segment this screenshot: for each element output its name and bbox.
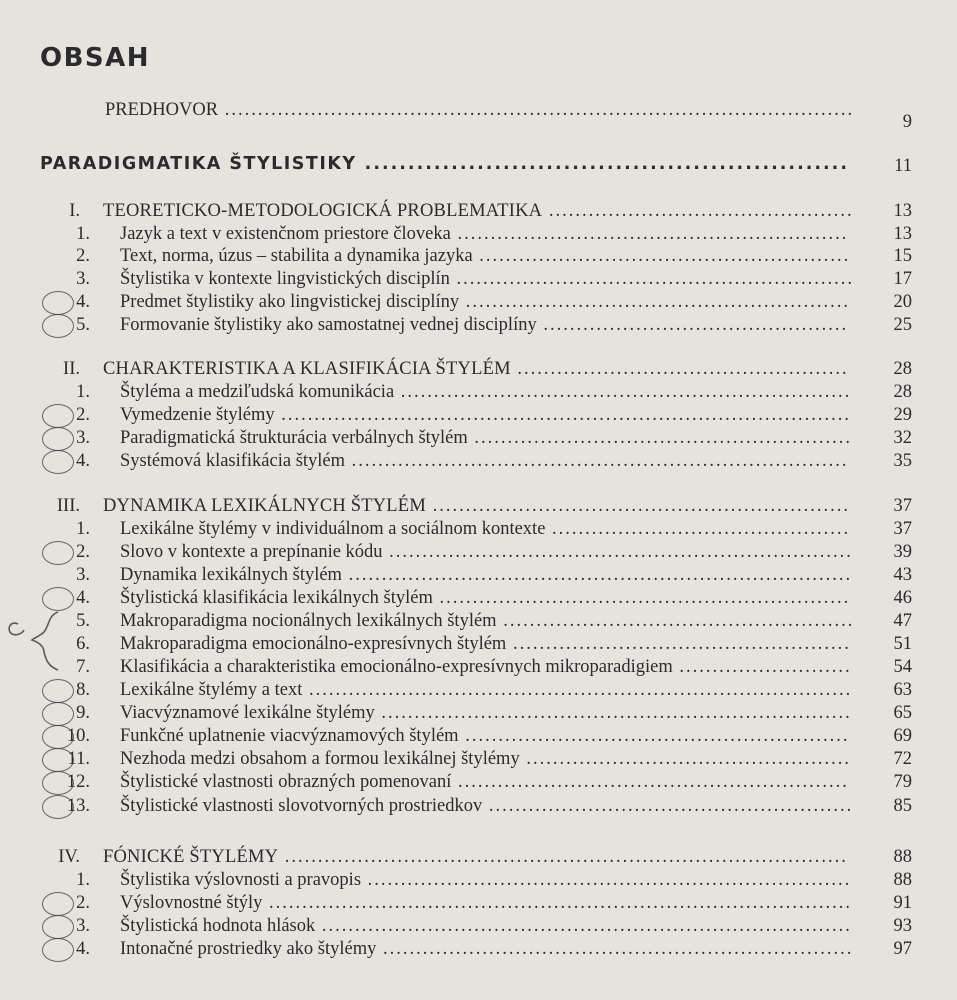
dot-leader: ............................................................... <box>425 496 850 516</box>
toc-entry-number: 7. <box>76 657 90 677</box>
toc-entry-title: Viacvýznamové lexikálne štylémy <box>120 703 375 723</box>
toc-entry-title: Výslovnostné štýly <box>120 893 263 913</box>
dot-leader: .................................................. <box>510 359 849 379</box>
toc-entry-page: 88 <box>893 847 912 867</box>
toc-entry-number: 1. <box>76 870 90 890</box>
toc-entry-title: Lexikálne štylémy v individuálnom a sociálnom kontexte <box>120 519 546 539</box>
toc-entry-title: Intonačné prostriedky ako štylémy <box>120 939 377 959</box>
dot-leader: ........................................................ <box>356 154 849 174</box>
toc-entry-number: 4. <box>50 937 90 961</box>
toc-entry-page: 97 <box>893 939 912 959</box>
toc-entry-number: 4. <box>50 449 90 473</box>
dot-leader: ........................................................................... <box>345 451 849 471</box>
dot-leader: ................................................... <box>506 634 851 654</box>
dot-leader: ......................................................... <box>467 428 853 448</box>
toc-entry-page: 28 <box>893 359 912 379</box>
dot-leader: ............................................................ <box>449 269 855 289</box>
toc-entry-page: 39 <box>893 542 912 562</box>
toc-entry-page: 17 <box>893 269 912 289</box>
toc-entry-title: Jazyk a text v existenčnom priestore človeka <box>120 224 451 244</box>
toc-entry-number: I. <box>69 201 80 221</box>
toc-entry-page: 11 <box>894 156 912 176</box>
dot-leader: ............................................. <box>545 519 851 539</box>
dot-leader: ..................................................................................... <box>278 847 848 867</box>
toc-entry-number: 11. <box>50 747 90 771</box>
toc-entry-page: 93 <box>893 916 912 936</box>
toc-entry-page: 13 <box>893 224 912 244</box>
toc-entry-title: Slovo v kontexte a prepínanie kódu <box>120 542 383 562</box>
toc-entry-page: 32 <box>893 428 912 448</box>
toc-entry-title: Systémová klasifikácia štylém <box>120 451 346 471</box>
toc-entry-page: 9 <box>902 112 912 132</box>
toc-entry-title: Paradigmatická štrukturácia verbálnych štylém <box>120 428 468 448</box>
toc-entry-number: 1. <box>76 382 90 402</box>
toc-entry-number: 4. <box>50 290 90 314</box>
dot-leader: ................................................. <box>519 749 851 769</box>
toc-entry-page: 46 <box>893 588 912 608</box>
toc-entry-number: 10. <box>50 724 90 748</box>
toc-entry-number: IV. <box>58 847 80 867</box>
dot-leader: .......................................................... <box>458 726 850 746</box>
toc-entry-page: 47 <box>893 611 912 631</box>
toc-entry-title: FÓNICKÉ ŠTYLÉMY <box>103 847 279 867</box>
toc-entry-page: 28 <box>893 382 912 402</box>
dot-leader: ........................................................... <box>450 224 849 244</box>
toc-entry-number: 3. <box>50 426 90 450</box>
dot-leader: .................................................................................. <box>302 680 853 700</box>
dot-leader: .............................................................. <box>432 588 851 608</box>
toc-entry-page: 85 <box>893 796 912 816</box>
toc-entry-number: 6. <box>76 634 90 654</box>
toc-entry-page: 69 <box>893 726 912 746</box>
toc-entry-title: Makroparadigma emocionálno-expresívnych štylém <box>120 634 507 654</box>
toc-entry-title: Dynamika lexikálnych štylém <box>120 565 342 585</box>
toc-entry-number: 12. <box>50 770 90 794</box>
dot-leader: ....................................................................... <box>374 703 852 723</box>
toc-entry-number: II. <box>63 359 80 379</box>
toc-entry-title: DYNAMIKA LEXIKÁLNYCH ŠTYLÉM <box>103 496 426 516</box>
toc-entry-number: 3. <box>76 269 90 289</box>
toc-entry-number: 13. <box>50 794 90 818</box>
toc-entry-page: 35 <box>893 451 912 471</box>
toc-entry-title: Funkčné uplatnenie viacvýznamových štylém <box>120 726 459 746</box>
toc-entry-title: Štyléma a medziľudská komunikácia <box>120 382 395 402</box>
toc-entry-title: CHARAKTERISTIKA A KLASIFIKÁCIA ŠTYLÉM <box>103 359 511 379</box>
dot-leader: ....................................................................... <box>376 939 854 959</box>
toc-entry-number: 3. <box>76 565 90 585</box>
dot-leader: ........................................................... <box>451 772 849 792</box>
toc-entry-title: Vymedzenie štylémy <box>120 405 275 425</box>
dot-leader: ............................................................................................... <box>218 100 855 120</box>
toc-entry-page: 25 <box>893 315 912 335</box>
dot-leader: .......................................................... <box>459 292 851 312</box>
toc-entry-page: 91 <box>893 893 912 913</box>
dot-leader: .......................... <box>672 657 852 677</box>
toc-entry-number: 1. <box>76 519 90 539</box>
toc-entry-number: 2. <box>76 246 90 266</box>
toc-entry-title: Nezhoda medzi obsahom a formou lexikálnej štylémy <box>120 749 520 769</box>
dot-leader: ....................................................... <box>482 796 854 816</box>
toc-entry-title: Štylistika v kontexte lingvistických disciplín <box>120 269 450 289</box>
dot-leader: .............................................. <box>542 201 854 221</box>
toc-entry-number: 5. <box>76 611 90 631</box>
dot-leader: ........................................................ <box>472 246 851 266</box>
toc-entry-page: 37 <box>893 496 912 516</box>
toc-entry-title: Makroparadigma nocionálnych lexikálnych štylém <box>120 611 497 631</box>
toc-entry-number: 3. <box>50 914 90 938</box>
toc-entry-page: 13 <box>893 201 912 221</box>
toc-entry-page: 54 <box>893 657 912 677</box>
toc-entry-number: 2. <box>50 403 90 427</box>
dot-leader: .................................................................... <box>394 382 852 402</box>
toc-entry-number: 8. <box>50 678 90 702</box>
toc-entry-page: 51 <box>893 634 912 654</box>
page-title: OBSAH <box>40 43 151 73</box>
dot-leader: ...................................................................... <box>382 542 853 562</box>
toc-entry-page: 65 <box>893 703 912 723</box>
toc-entry-page: 37 <box>893 519 912 539</box>
toc-entry-page: 79 <box>893 772 912 792</box>
toc-entry-number: 5. <box>50 313 90 337</box>
toc-entry-page: 20 <box>893 292 912 312</box>
dot-leader: ......................................................................... <box>361 870 852 890</box>
toc-entry-title: Štylistické vlastnosti slovotvorných prostriedkov <box>120 796 483 816</box>
toc-entry-number: 2. <box>50 540 90 564</box>
toc-entry-number: 4. <box>50 586 90 610</box>
toc-entry-title: Štylistická klasifikácia lexikálnych štylém <box>120 588 433 608</box>
dot-leader: .............................................. <box>536 315 849 335</box>
dot-leader: ...................................................................................... <box>274 405 852 425</box>
toc-entry-number: 9. <box>50 701 90 725</box>
toc-entry-number: III. <box>56 496 80 516</box>
toc-entry-title: TEORETICKO-METODOLOGICKÁ PROBLEMATIKA <box>103 201 543 221</box>
toc-entry-page: 29 <box>893 405 912 425</box>
dot-leader: ........................................................................................ <box>262 893 852 913</box>
toc-entry-title: PREDHOVOR <box>105 100 219 120</box>
toc-entry-number: 2. <box>50 891 90 915</box>
toc-entry-title: Formovanie štylistiky ako samostatnej vednej disciplíny <box>120 315 537 335</box>
toc-entry-page: 72 <box>893 749 912 769</box>
toc-entry-title: Štylistické vlastnosti obrazných pomenovaní <box>120 772 452 792</box>
dot-leader: ................................................................................ <box>315 916 852 936</box>
dot-leader: ............................................................................ <box>341 565 853 585</box>
toc-entry-page: 63 <box>893 680 912 700</box>
toc-entry-page: 88 <box>893 870 912 890</box>
toc-entry-title: Predmet štylistiky ako lingvistickej disciplíny <box>120 292 460 312</box>
toc-entry-title: Štylistická hodnota hlások <box>120 916 316 936</box>
toc-entry-title: Štylistika výslovnosti a pravopis <box>120 870 362 890</box>
toc-entry-title: Klasifikácia a charakteristika emocionálno-expresívnych mikroparadigiem <box>120 657 673 677</box>
toc-entry-number: 1. <box>76 224 90 244</box>
toc-entry-title: Lexikálne štylémy a text <box>120 680 303 700</box>
toc-entry-title: Text, norma, úzus – stabilita a dynamika jazyka <box>120 246 473 266</box>
toc-entry-page: 15 <box>893 246 912 266</box>
toc-entry-page: 43 <box>893 565 912 585</box>
toc-entry-title: PARADIGMATIKA ŠTYLISTIKY <box>40 154 357 174</box>
dot-leader: ..................................................... <box>496 611 855 631</box>
